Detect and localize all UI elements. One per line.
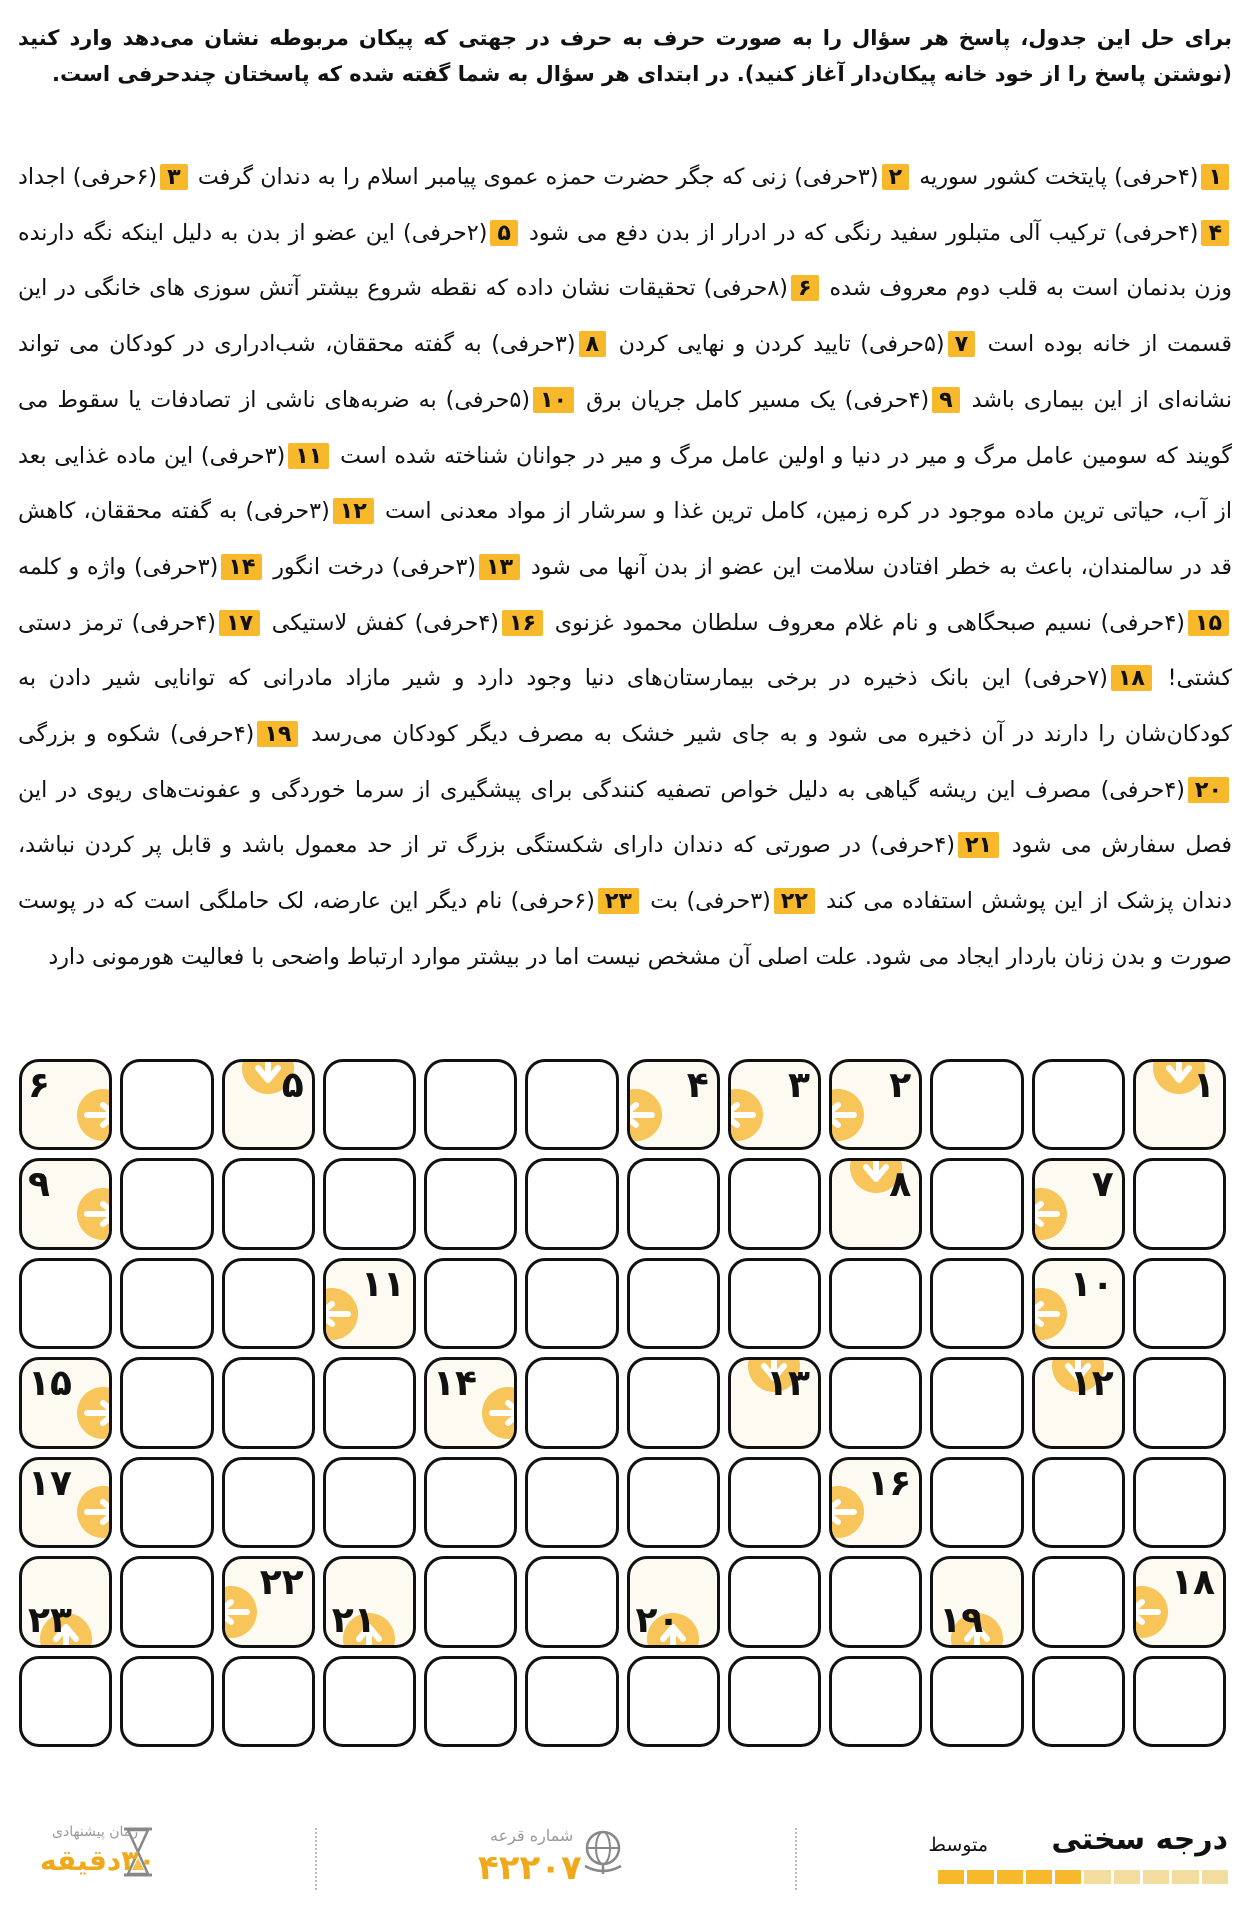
grid-cell[interactable] — [424, 1258, 517, 1349]
clue-text: (۵حرفی) به ضربه‌های ناشی از تصادفات یا سقوط می گویند که سومین عامل مرگ و میر در دنیا و اولین عامل مرگ و میر در جوانان شناخته شده است — [18, 386, 1232, 469]
clue-number: ۱۳ — [479, 554, 520, 580]
cell-number: ۱۸ — [1171, 1562, 1215, 1604]
cell-number: ۱۰ — [1069, 1263, 1114, 1305]
clue-text: (۳حرفی) به گفته محققان، کاهش قد در سالمندان، باعث به خطر افتادن سلامت این عضو از بدن آنها می شود — [18, 498, 1232, 580]
grid-cell[interactable] — [728, 1556, 821, 1647]
clue-number: ۱۱ — [288, 443, 329, 469]
difficulty-segment — [997, 1870, 1023, 1884]
grid-cell[interactable] — [930, 1556, 1023, 1647]
grid-cell[interactable] — [1032, 1059, 1125, 1150]
grid-cell[interactable] — [627, 1556, 720, 1647]
grid-cell[interactable] — [323, 1457, 416, 1548]
grid-cell[interactable] — [829, 1059, 922, 1150]
grid-cell[interactable] — [829, 1357, 922, 1448]
grid-cell[interactable] — [120, 1357, 213, 1448]
arrow-left-icon — [728, 1089, 763, 1141]
arrow-left-icon — [1133, 1586, 1168, 1638]
cell-number: ۲۳ — [28, 1599, 72, 1641]
grid-cell[interactable] — [1133, 1457, 1226, 1548]
grid-cell[interactable] — [627, 1158, 720, 1249]
grid-cell[interactable] — [627, 1457, 720, 1548]
grid-cell[interactable] — [1133, 1158, 1226, 1249]
arrow-left-icon — [627, 1089, 662, 1141]
cell-number: ۱۵ — [28, 1363, 72, 1405]
arrow-right-icon — [77, 1089, 112, 1141]
clue-number: ۱۲ — [333, 498, 374, 524]
clue-text: (۶حرفی) اجداد — [18, 164, 158, 190]
clue-text: (۲حرفی) این عضو از بدن به دلیل اینکه نگه دارنده وزن بدنمان است به قلب دوم معروف شده — [18, 219, 1232, 302]
grid-cell[interactable] — [424, 1059, 517, 1150]
clue-number: ۲۱ — [958, 832, 999, 858]
grid-cell[interactable] — [222, 1457, 315, 1548]
clue-text: (۷حرفی) این بانک ذخیره در برخی بیمارستان‌های دنیا وجود دارد و شیر مازاد مادرانی که توانایی شیر دادن به کودکان‌شان را دارند در آن ذخیره می شود و به جای شیر خشک به مصرف دیگر کودکان می‌رسد — [18, 665, 1232, 748]
grid-cell[interactable] — [1032, 1158, 1125, 1249]
grid-cell[interactable] — [829, 1457, 922, 1548]
grid-cell[interactable] — [1032, 1656, 1125, 1747]
grid-cell[interactable] — [627, 1357, 720, 1448]
clue-number: ۲۰ — [1188, 777, 1229, 803]
clue-number: ۱۴ — [221, 554, 262, 580]
grid-cell[interactable] — [627, 1656, 720, 1747]
cell-number: ۹ — [28, 1164, 50, 1206]
difficulty-segment — [1143, 1870, 1169, 1884]
clue-number: ۳ — [160, 164, 188, 190]
grid-cell[interactable] — [120, 1656, 213, 1747]
grid-cell[interactable] — [525, 1457, 618, 1548]
grid-cell[interactable] — [120, 1556, 213, 1647]
grid-cell[interactable] — [930, 1258, 1023, 1349]
arrow-right-icon — [482, 1387, 517, 1439]
clue-text: (۴حرفی) مصرف این ریشه گیاهی به دلیل خواص تصفیه کنندگی برای پیشگیری از سرما خوردگی و عفونت‌های ریوی در این فصل سفارش می شود — [18, 776, 1233, 859]
difficulty-segment — [1084, 1870, 1110, 1884]
grid-cell[interactable] — [1133, 1656, 1226, 1747]
difficulty-title: درجه سختی — [1051, 1822, 1228, 1857]
clue-text: (۸حرفی) تحقیقات نشان داده که نقطه شروع بیشتر آتش سوزی های خانگی در این قسمت از خانه بوده است — [18, 275, 1232, 358]
cell-number: ۲ — [889, 1065, 912, 1106]
difficulty-segment — [967, 1870, 993, 1884]
clue-text: (۴حرفی) کفش لاستیکی — [263, 609, 499, 636]
arrow-left-icon — [1032, 1188, 1067, 1240]
grid-cell[interactable] — [728, 1656, 821, 1747]
difficulty-segment — [1026, 1870, 1052, 1884]
grid-cell[interactable] — [1032, 1556, 1125, 1647]
time-label: زمان پیشنهادی — [52, 1824, 139, 1840]
grid-cell[interactable] — [525, 1556, 618, 1647]
cell-number: ۱۶ — [867, 1462, 912, 1504]
cell-number: ۱۴ — [433, 1363, 477, 1405]
clue-list — [18, 150, 1232, 986]
grid-cell[interactable] — [222, 1059, 315, 1150]
grid-cell[interactable] — [627, 1059, 720, 1150]
globe-icon — [575, 1824, 631, 1880]
clue-number: ۲۲ — [774, 888, 815, 914]
grid-cell[interactable] — [627, 1258, 720, 1349]
grid-cell[interactable] — [19, 1656, 112, 1747]
grid-cell[interactable] — [120, 1457, 213, 1548]
cell-number: ۶ — [28, 1065, 50, 1106]
clue-text: (۴حرفی) در صورتی که دندان دارای شکستگی بزرگ تر از حد معمول باشد و قابل پر کردن نباشد، دندان پزشک از این پوشش استفاده می کند — [18, 832, 1233, 915]
clue-number: ۱ — [1201, 164, 1229, 190]
grid-cell[interactable] — [120, 1158, 213, 1249]
grid-cell[interactable] — [728, 1059, 821, 1150]
grid-cell[interactable] — [525, 1258, 618, 1349]
grid-cell[interactable] — [1133, 1357, 1226, 1448]
clue-text: (۳حرفی) بت — [641, 888, 771, 915]
clue-number: ۱۸ — [1111, 665, 1152, 691]
clue-number: ۱۰ — [533, 387, 574, 413]
grid-cell[interactable] — [424, 1357, 517, 1448]
grid-cell[interactable] — [19, 1258, 112, 1349]
grid-cell[interactable] — [1032, 1457, 1125, 1548]
footer-divider — [795, 1828, 797, 1890]
difficulty-bar — [938, 1870, 1228, 1884]
grid-cell[interactable] — [1032, 1357, 1125, 1448]
grid-cell[interactable] — [930, 1158, 1023, 1249]
clue-number: ۹ — [932, 387, 960, 413]
cell-number: ۳ — [788, 1065, 810, 1106]
grid-cell[interactable] — [424, 1656, 517, 1747]
grid-cell[interactable] — [323, 1158, 416, 1249]
arrow-left-icon — [323, 1288, 358, 1340]
grid-cell[interactable] — [19, 1556, 112, 1647]
cell-number: ۱۲ — [1069, 1363, 1114, 1405]
grid-cell[interactable] — [525, 1059, 618, 1150]
grid-cell[interactable] — [525, 1656, 618, 1747]
grid-cell[interactable] — [525, 1357, 618, 1448]
clue-number: ۸ — [579, 331, 607, 357]
clue-number: ۷ — [948, 331, 976, 357]
grid-cell[interactable] — [222, 1556, 315, 1647]
grid-cell[interactable] — [728, 1158, 821, 1249]
grid-cell[interactable] — [1133, 1556, 1226, 1647]
arrow-right-icon — [77, 1188, 112, 1240]
clue-text: (۳حرفی) درخت انگور — [265, 553, 477, 580]
grid-cell[interactable] — [728, 1357, 821, 1448]
arrow-left-icon — [222, 1586, 257, 1638]
cell-number: ۴ — [686, 1065, 709, 1106]
grid-cell[interactable] — [930, 1457, 1023, 1548]
arrow-right-icon — [77, 1387, 112, 1439]
lot-value: ۴۲۲۰۷ — [478, 1848, 582, 1888]
arrow-left-icon — [829, 1089, 864, 1141]
clue-text: (۶حرفی) نام دیگر این عارضه، لک حاملگی است که در پوست صورت و بدن زنان باردار ایجاد می شود. علت اصلی آن مشخص نیست اما در بیشتر موارد ارتباط واضحی با فعالیت هورمونی دارد — [18, 888, 1232, 970]
clue-number: ۱۷ — [219, 610, 260, 636]
grid-cell[interactable] — [829, 1656, 922, 1747]
cell-number: ۱ — [1193, 1065, 1215, 1106]
cell-number: ۲۱ — [331, 1599, 376, 1641]
cell-number: ۷ — [1091, 1164, 1114, 1206]
arrow-left-icon — [829, 1486, 864, 1538]
grid-cell[interactable] — [222, 1158, 315, 1249]
arrow-right-icon — [77, 1486, 112, 1538]
clue-number: ۶ — [791, 275, 819, 301]
time-value: ۳۰دقیقه — [40, 1844, 156, 1877]
grid-cell[interactable] — [120, 1258, 213, 1349]
clue-text: (۴حرفی) یک مسیر کامل جریان برق — [577, 386, 930, 413]
clue-text: (۳حرفی) به گفته محققان، شب‌ادراری در کودکان می تواند نشانه‌ای از این بیماری باشد — [18, 331, 1232, 413]
grid-cell[interactable] — [424, 1457, 517, 1548]
cell-number: ۲۲ — [259, 1562, 304, 1604]
grid-cell[interactable] — [728, 1258, 821, 1349]
grid-cell[interactable] — [1133, 1059, 1226, 1150]
grid-cell[interactable] — [323, 1556, 416, 1647]
grid-cell[interactable] — [222, 1357, 315, 1448]
grid-cell[interactable] — [120, 1059, 213, 1150]
instructions: برای حل این جدول، پاسخ هر سؤال را به صورت حرف به حرف در جهتی که پیکان مربوطه نشان می‌دهد وارد کنید (نوشتن پاسخ را از خود خانه پیکان‌دار آغاز کنید). در ابتدای هر سؤال به شما گفته شده که پاسختان چندحرفی است. — [18, 26, 1232, 86]
grid-cell[interactable] — [525, 1158, 618, 1249]
clue-number: ۲۳ — [598, 888, 639, 914]
clue-number: ۱۹ — [257, 721, 298, 747]
cell-number: ۵ — [281, 1065, 304, 1106]
cell-number: ۸ — [889, 1164, 912, 1206]
cell-number: ۱۳ — [766, 1363, 810, 1405]
clue-text: (۴حرفی) شکوه و بزرگی — [18, 721, 255, 748]
difficulty-segment — [938, 1870, 964, 1884]
footer-divider — [315, 1828, 317, 1890]
cell-number: ۲۰ — [635, 1599, 680, 1641]
grid-cell[interactable] — [1133, 1258, 1226, 1349]
grid-cell[interactable] — [19, 1357, 112, 1448]
grid-cell[interactable] — [19, 1059, 112, 1150]
grid-cell[interactable] — [829, 1556, 922, 1647]
grid-cell[interactable] — [930, 1656, 1023, 1747]
grid-cell[interactable] — [222, 1656, 315, 1747]
clue-text: (۳حرفی) زنی که جگر حضرت حمزه عموی پیامبر اسلام را به دندان گرفت — [190, 164, 879, 190]
difficulty-segment — [1172, 1870, 1198, 1884]
clue-number: ۲ — [882, 164, 910, 190]
grid-cell[interactable] — [1032, 1258, 1125, 1349]
difficulty-level: متوسط — [928, 1834, 988, 1856]
clue-text: (۴حرفی) ترمز دستی کشتی! — [18, 609, 1233, 692]
grid-cell[interactable] — [323, 1656, 416, 1747]
clue-number: ۵ — [490, 220, 518, 246]
clue-text: (۴حرفی) پایتخت کشور سوریه — [912, 164, 1199, 190]
grid-cell[interactable] — [829, 1258, 922, 1349]
grid-cell[interactable] — [222, 1258, 315, 1349]
lot-label: شماره قرعه — [490, 1826, 574, 1845]
grid-cell[interactable] — [829, 1158, 922, 1249]
arrow-left-icon — [1032, 1288, 1067, 1340]
cell-number: ۱۹ — [939, 1599, 984, 1641]
grid-cell[interactable] — [930, 1357, 1023, 1448]
clue-number: ۱۶ — [502, 610, 543, 636]
clue-text: (۳حرفی) واژه و کلمه — [18, 553, 219, 580]
clue-number: ۴ — [1201, 220, 1229, 246]
grid-cell[interactable] — [424, 1556, 517, 1647]
difficulty-segment — [1202, 1870, 1228, 1884]
clue-number: ۱۵ — [1188, 610, 1229, 636]
clue-text: (۳حرفی) این ماده غذایی بعد از آب، حیاتی ترین ماده موجود در کره زمین، کامل ترین غذا و سرشار از مواد معدنی است — [18, 442, 1232, 525]
grid-cell[interactable] — [323, 1258, 416, 1349]
grid-cell[interactable] — [323, 1059, 416, 1150]
crossword-grid — [15, 1055, 1230, 1751]
clue-text: (۵حرفی) تایید کردن و نهایی کردن — [609, 331, 945, 358]
grid-cell[interactable] — [424, 1158, 517, 1249]
grid-cell[interactable] — [19, 1158, 112, 1249]
cell-number: ۱۷ — [28, 1462, 72, 1504]
difficulty-segment — [1055, 1870, 1081, 1884]
grid-cell[interactable] — [930, 1059, 1023, 1150]
grid-cell[interactable] — [323, 1357, 416, 1448]
clue-text: (۴حرفی) ترکیب آلی متبلور سفید رنگی که در ادرار از بدن دفع می شود — [520, 219, 1199, 246]
cell-number: ۱۱ — [361, 1263, 405, 1305]
grid-cell[interactable] — [19, 1457, 112, 1548]
footer — [0, 1820, 1250, 1907]
grid-cell[interactable] — [728, 1457, 821, 1548]
difficulty-segment — [1114, 1870, 1140, 1884]
clue-text: (۴حرفی) نسیم صبحگاهی و نام غلام معروف سلطان محمود غزنوی — [546, 609, 1185, 636]
